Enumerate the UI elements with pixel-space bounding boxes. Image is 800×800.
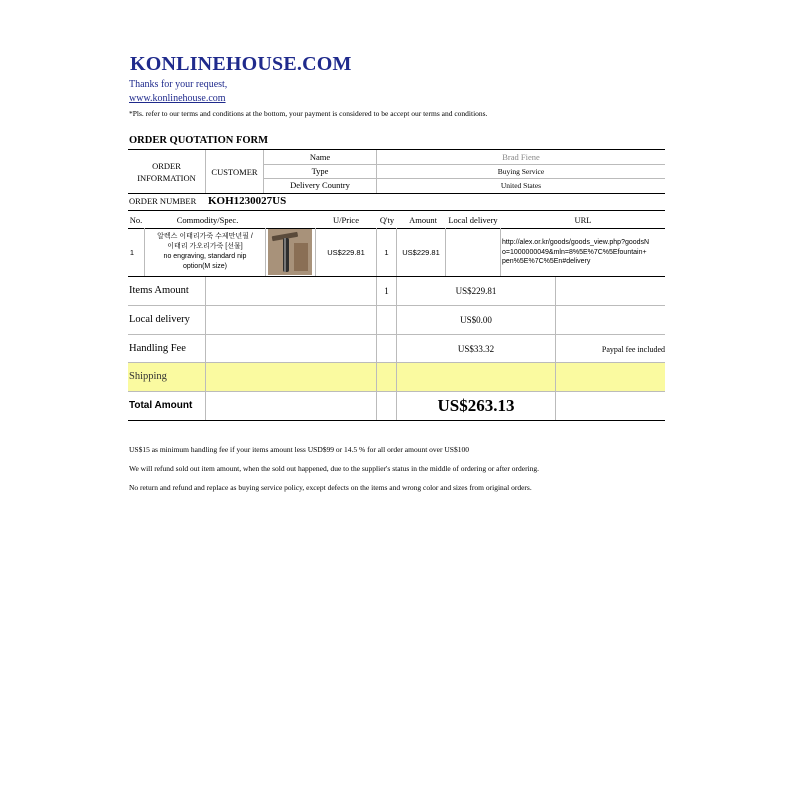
handling-fee-note: Paypal fee included xyxy=(601,344,665,354)
delivery-country-value: United States xyxy=(500,180,542,190)
commodity-spec-line2: option(M size) xyxy=(183,263,227,270)
item-no: 1 xyxy=(129,247,135,257)
divider xyxy=(500,228,501,276)
item-unit-price: US$229.81 xyxy=(327,247,365,257)
site-link[interactable]: www.konlinehouse.com xyxy=(129,93,226,104)
order-number-label: ORDER NUMBER xyxy=(129,196,197,206)
col-url: URL xyxy=(574,215,592,225)
order-number: KOH1230027US xyxy=(208,195,287,207)
item-commodity xyxy=(145,232,265,272)
total-amount: US$263.13 xyxy=(437,396,515,415)
item-url-line2[interactable]: o=1000000049&mln=8%5E%7C%5Efountain+ xyxy=(502,248,647,256)
local-delivery-amount: US$0.00 xyxy=(460,315,492,325)
divider xyxy=(265,228,266,276)
terms-note: *Pls. refer to our terms and conditions at the bottom, your payment is considered to be accept our terms and conditions. xyxy=(129,109,488,118)
divider xyxy=(128,193,665,194)
local-delivery-label: Local delivery xyxy=(129,314,190,325)
items-amount-label: Items Amount xyxy=(129,285,189,296)
thanks-text: Thanks for your request, xyxy=(129,79,228,90)
type-label: Type xyxy=(311,166,329,176)
item-url-line1[interactable]: http://alex.or.kr/goods/goods_view.php?goodsN xyxy=(502,239,650,246)
customer-label: CUSTOMER xyxy=(211,166,258,177)
commodity-korean-line2: 이태리 가오리가죽 [선물] xyxy=(167,243,243,250)
items-qty: 1 xyxy=(384,286,389,296)
col-amount: Amount xyxy=(409,215,437,225)
total-amount-label: Total Amount xyxy=(129,400,193,411)
item-amount: US$229.81 xyxy=(402,247,440,257)
handling-fee-label: Handling Fee xyxy=(129,343,186,354)
col-qty: Q'ty xyxy=(379,215,395,225)
form-title: ORDER QUOTATION FORM xyxy=(129,135,269,146)
type-value: Buying Service xyxy=(497,166,545,176)
col-no: No. xyxy=(129,215,143,225)
divider xyxy=(128,420,665,421)
brand-title: KONLINEHOUSE.COM xyxy=(130,53,352,75)
shipping-label: Shipping xyxy=(129,371,167,382)
divider xyxy=(205,277,206,420)
terms-line-return: No return and refund and replace as buying service policy, except defects on the items and wrong color and sizes from original orders. xyxy=(129,483,532,492)
commodity-spec-line1: no engraving, standard nip xyxy=(163,253,247,260)
product-image xyxy=(268,229,312,275)
fountain-pen-icon xyxy=(268,229,312,275)
items-amount: US$229.81 xyxy=(455,286,497,296)
delivery-country-label: Delivery Country xyxy=(290,180,350,190)
col-unit-price: U/Price xyxy=(333,215,359,225)
name-value: Brad Fiene xyxy=(502,152,540,162)
item-url[interactable] xyxy=(502,238,667,267)
col-commodity: Commodity/Spec. xyxy=(176,215,239,225)
name-label: Name xyxy=(309,152,331,162)
divider xyxy=(128,210,665,211)
item-url-line3[interactable]: pen%5E%7C%5En#delivery xyxy=(502,258,591,265)
handling-fee-amount: US$33.32 xyxy=(457,344,495,354)
item-qty: 1 xyxy=(384,247,389,257)
order-info-label: ORDER INFORMATION xyxy=(137,160,196,183)
terms-line-handling: US$15 as minimum handling fee if your items amount less USD$99 or 14.5 % for all order amount over US$100 xyxy=(129,445,469,454)
col-local-delivery: Local delivery xyxy=(448,215,498,225)
commodity-korean-line1: 알렉스 이태리가죽 수제만년필 / xyxy=(157,233,253,240)
terms-line-refund: We will refund sold out item amount, when the sold out happened, due to the supplier's status in the middle of ordering or after ordering. xyxy=(129,464,540,473)
item-local-delivery xyxy=(446,229,500,275)
